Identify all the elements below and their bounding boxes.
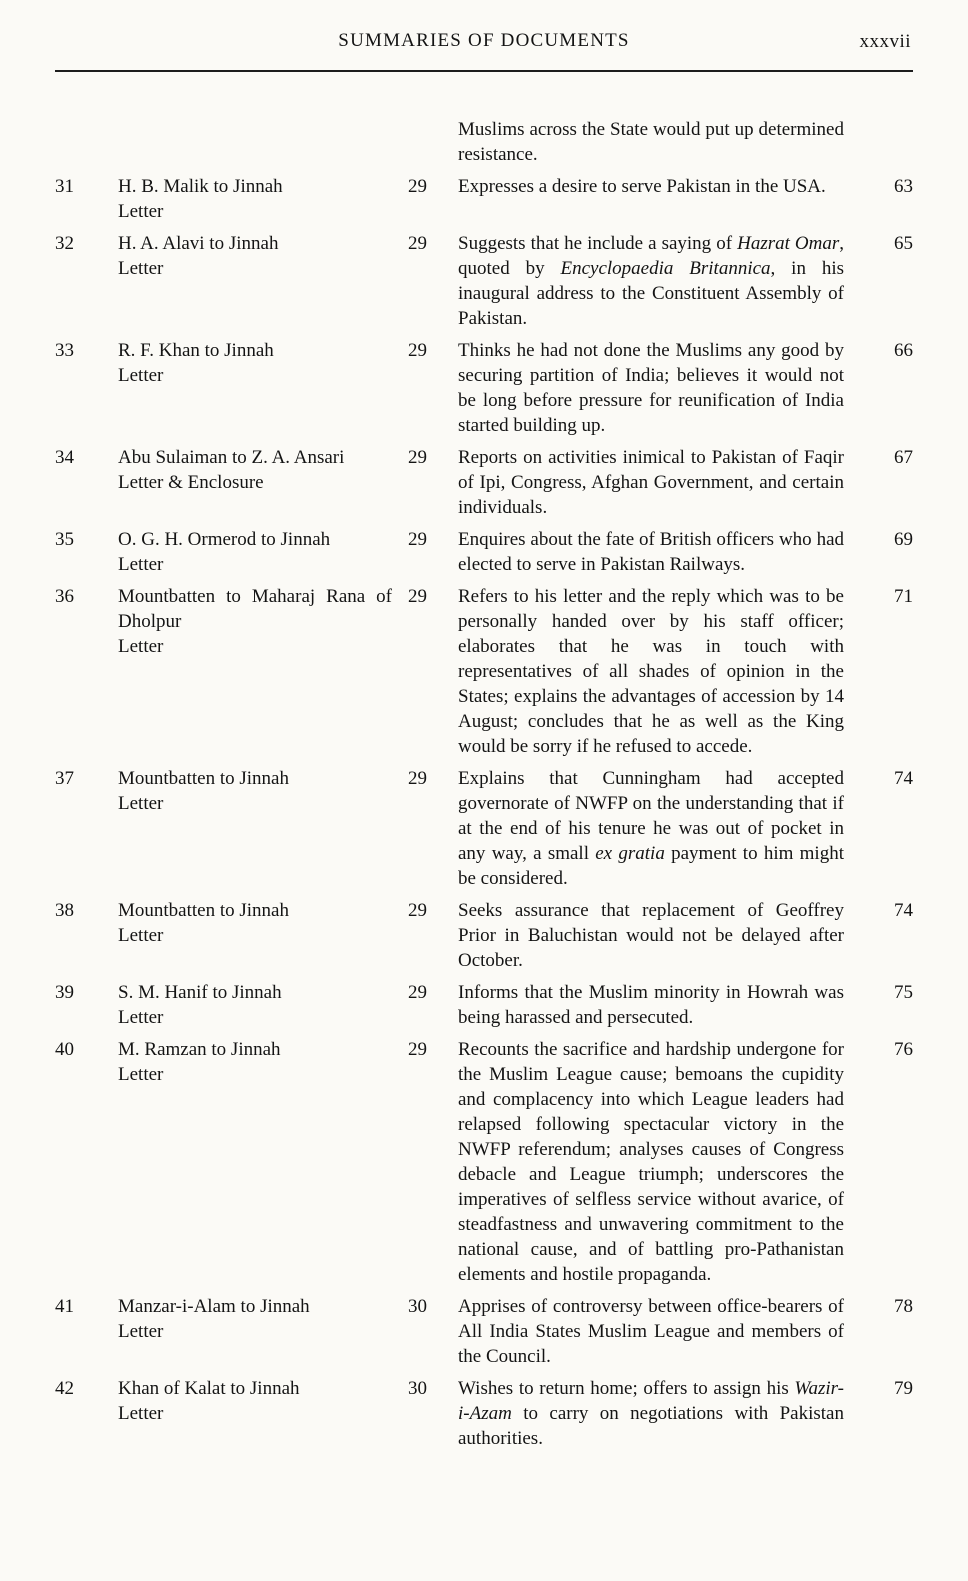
- entry-date: 29: [408, 900, 427, 921]
- entry-correspondents: [118, 174, 408, 224]
- entry-correspondents: [118, 338, 408, 438]
- entry-summary: Explains that Cunningham had accepted governorate of NWFP on the understanding that if at the end of his tenure he was out of pocket in any way, a small ex gratia payment to him might be considered.: [458, 768, 844, 889]
- continuation-summary-text: Muslims across the State would put up determined resistance.: [458, 119, 844, 165]
- entry-summary: Recounts the sacrifice and hardship undergone for the Muslim League cause; bemoans the cupidity and complacency into which League leaders had relapsed following spectacular victory in the NWFP referendum; analyses causes of Congress debacle and League triumph; underscores the imperatives of selfless service without avarice, of steadfastness and unwavering commitment to the national cause, and of battling pro-Pathanistan elements and hostile propaganda.: [458, 1039, 844, 1285]
- entry-date: 29: [408, 233, 427, 254]
- document-entry: [55, 445, 913, 520]
- document-entry: [55, 1376, 913, 1451]
- entry-summary: Seeks assurance that replacement of Geoffrey Prior in Baluchistan would not be delayed after October.: [458, 900, 844, 971]
- entry-correspondents: [118, 1037, 408, 1287]
- entry-correspondents: [118, 1376, 408, 1451]
- entry-correspondents: [118, 898, 408, 973]
- entry-date: 29: [408, 1039, 427, 1060]
- page-header: [55, 30, 913, 57]
- entry-number: 34: [55, 447, 74, 468]
- entry-correspondents: [118, 766, 408, 891]
- entry-date: 29: [408, 176, 427, 197]
- entry-date: 29: [408, 982, 427, 1003]
- entry-doc-type: Letter: [118, 1064, 164, 1085]
- entry-summary: Suggests that he include a saying of Hazrat Omar, quoted by Encyclopaedia Britannica, in his inaugural address to the Constituent Assembly of Pakistan.: [458, 233, 845, 329]
- document-entry: [55, 1294, 913, 1369]
- entry-name: Khan of Kalat to Jinnah: [118, 1378, 300, 1399]
- entry-date: 29: [408, 340, 427, 361]
- entry-name: M. Ramzan to Jinnah: [118, 1039, 281, 1060]
- entry-number: 40: [55, 1039, 74, 1060]
- entry-name: S. M. Hanif to Jinnah: [118, 982, 282, 1003]
- entry-page-number: 67: [894, 447, 913, 468]
- entry-doc-type: Letter: [118, 554, 164, 575]
- document-entry: [55, 527, 913, 577]
- entry-doc-type: Letter: [118, 1403, 164, 1424]
- entry-correspondents: [118, 231, 408, 331]
- entry-page-number: 65: [894, 233, 913, 254]
- entry-doc-type: Letter: [118, 258, 164, 279]
- entry-summary: Apprises of controversy between office-bearers of All India States Muslim League and members of the Council.: [458, 1296, 844, 1367]
- entry-number: 38: [55, 900, 74, 921]
- entry-doc-type: Letter: [118, 365, 164, 386]
- entry-number: 32: [55, 233, 74, 254]
- entry-summary: Informs that the Muslim minority in Howrah was being harassed and persecuted.: [458, 982, 844, 1028]
- entry-date: 30: [408, 1378, 427, 1399]
- document-entry: [55, 338, 913, 438]
- entry-page-number: 66: [894, 340, 913, 361]
- document-entry: [55, 766, 913, 891]
- document-entry: [55, 1037, 913, 1287]
- entry-number: 41: [55, 1296, 74, 1317]
- entry-page-number: 78: [894, 1296, 913, 1317]
- entry-page-number: 71: [894, 586, 913, 607]
- header-rule: [55, 70, 913, 72]
- entry-page-number: 69: [894, 529, 913, 550]
- entry-date: 29: [408, 768, 427, 789]
- entry-doc-type: Letter: [118, 1321, 164, 1342]
- entry-summary: Enquires about the fate of British officers who had elected to serve in Pakistan Railways.: [458, 529, 844, 575]
- entry-number: 31: [55, 176, 74, 197]
- entry-date: 29: [408, 586, 427, 607]
- entry-summary: Wishes to return home; offers to assign his Wazir-i-Azam to carry on negotiations with Pakistan authorities.: [458, 1378, 844, 1449]
- entry-date: 29: [408, 447, 427, 468]
- entry-correspondents: [118, 584, 408, 759]
- summaries-list: [55, 117, 913, 1451]
- entry-correspondents: [118, 117, 408, 167]
- entry-summary: Refers to his letter and the reply which was to be personally handed over by his staff officer; elaborates that he was in touch with representatives of all shades of opinion in the States; explains the advantages of accession by 14 August; concludes that he as well as the King would be sorry if he refused to accede.: [458, 586, 844, 757]
- entry-doc-type: Letter: [118, 201, 164, 222]
- entry-summary: Reports on activities inimical to Pakistan of Faqir of Ipi, Congress, Afghan Government, and certain individuals.: [458, 447, 844, 518]
- entry-page-number: 76: [894, 1039, 913, 1060]
- entry-number: 36: [55, 586, 74, 607]
- document-entry: [55, 174, 913, 224]
- document-entry: [55, 584, 913, 759]
- entry-name: Mountbatten to Jinnah: [118, 768, 289, 789]
- entry-date: 29: [408, 529, 427, 550]
- entries-container: [55, 174, 913, 1451]
- entry-date: [408, 117, 458, 167]
- document-entry: [55, 898, 913, 973]
- entry-doc-type: Letter: [118, 1007, 164, 1028]
- entry-doc-type: Letter: [118, 925, 164, 946]
- entry-number: 35: [55, 529, 74, 550]
- entry-name: Abu Sulaiman to Z. A. Ansari: [118, 447, 345, 468]
- entry-name: H. A. Alavi to Jinnah: [118, 233, 279, 254]
- entry-number: 37: [55, 768, 74, 789]
- entry-summary: Thinks he had not done the Muslims any good by securing partition of India; believes it would not be long before pressure for reunification of India started building up.: [458, 340, 844, 436]
- entry-page-number: 63: [894, 176, 913, 197]
- entry-page-number: [846, 117, 913, 167]
- entry-number: 39: [55, 982, 74, 1003]
- document-entry: [55, 980, 913, 1030]
- entry-number: 33: [55, 340, 74, 361]
- entry-name: Mountbatten to Maharaj Rana of Dholpur: [118, 586, 392, 632]
- continuation-row: [55, 117, 913, 167]
- page-title: SUMMARIES OF DOCUMENTS: [338, 30, 630, 51]
- entry-doc-type: Letter: [118, 636, 164, 657]
- entry-page-number: 74: [894, 768, 913, 789]
- entry-name: Manzar-i-Alam to Jinnah: [118, 1296, 310, 1317]
- entry-doc-type: Letter: [118, 793, 164, 814]
- entry-name: O. G. H. Ormerod to Jinnah: [118, 529, 331, 550]
- entry-name: R. F. Khan to Jinnah: [118, 340, 274, 361]
- entry-name: H. B. Malik to Jinnah: [118, 176, 283, 197]
- entry-number: 42: [55, 1378, 74, 1399]
- entry-correspondents: [118, 445, 408, 520]
- folio-page-number: xxxvii: [859, 31, 911, 52]
- entry-correspondents: [118, 527, 408, 577]
- entry-page-number: 74: [894, 900, 913, 921]
- entry-correspondents: [118, 980, 408, 1030]
- entry-page-number: 79: [894, 1378, 913, 1399]
- entry-date: 30: [408, 1296, 427, 1317]
- entry-doc-type: Letter & Enclosure: [118, 472, 264, 493]
- entry-page-number: 75: [894, 982, 913, 1003]
- entry-name: Mountbatten to Jinnah: [118, 900, 289, 921]
- entry-number: [55, 117, 118, 167]
- document-entry: [55, 231, 913, 331]
- entry-correspondents: [118, 1294, 408, 1369]
- entry-summary: Expresses a desire to serve Pakistan in the USA.: [458, 176, 826, 197]
